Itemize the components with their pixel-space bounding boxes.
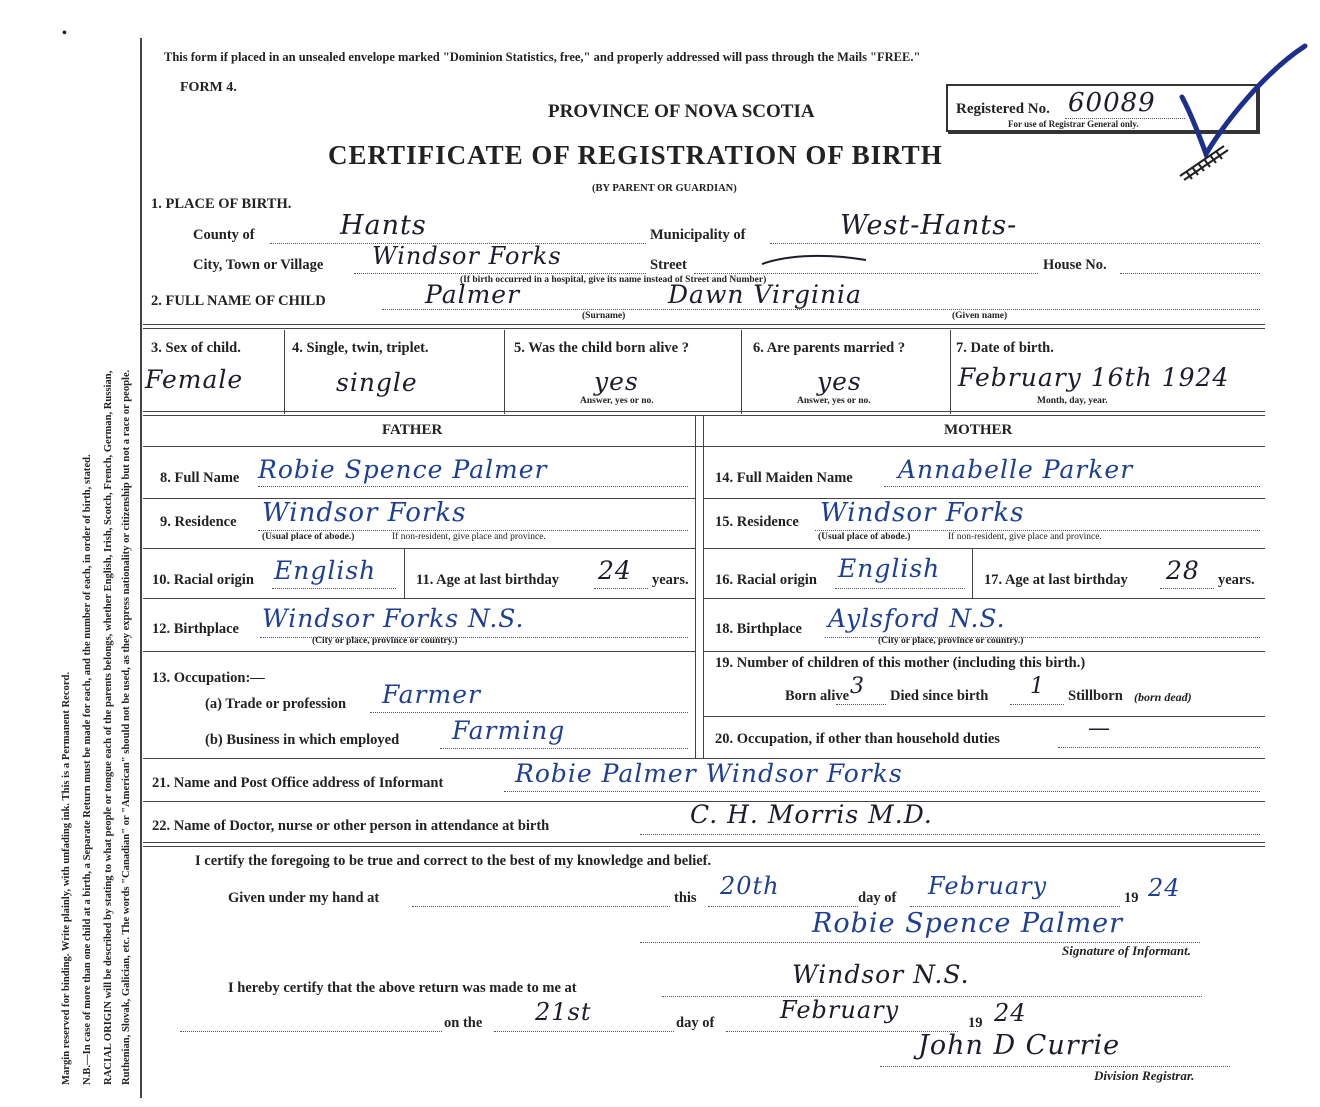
parents-center-divider-b (703, 416, 704, 758)
row3-divider-c (741, 330, 742, 414)
registered-note: For use of Registrar General only. (1008, 119, 1139, 129)
born-alive-count-value: 3 (850, 674, 865, 699)
registered-value: 60089 (1068, 88, 1156, 118)
registrar-signature-line (880, 1066, 1230, 1067)
mother-occupation-value: — (1088, 716, 1111, 741)
hospital-note: (If birth occurred in a hospital, give its name instead of Street and Number) (460, 275, 767, 285)
divider-1 (143, 324, 1265, 329)
municipality-label: Municipality of (650, 227, 746, 243)
municipality-line (770, 243, 1260, 244)
place-of-birth-label: 1. PLACE OF BIRTH. (151, 196, 292, 212)
father-trade-label: (a) Trade or profession (205, 696, 347, 712)
date-of-birth-caption: Month, day, year. (1037, 396, 1108, 406)
cert-year-value: 24 (1148, 874, 1181, 902)
died-since-birth-value: 1 (1030, 674, 1045, 699)
father-age-line (594, 588, 648, 589)
born-alive-caption: Answer, yes or no. (580, 396, 654, 406)
plurality-value: single (336, 368, 418, 397)
born-alive-value: yes (594, 367, 639, 396)
registrar-place-line (662, 996, 1202, 997)
given-under-label: Given under my hand at (228, 890, 380, 906)
father-heading: FATHER (382, 422, 443, 438)
mother-years-label: years. (1218, 572, 1255, 588)
doctor-value: C. H. Morris M.D. (690, 800, 933, 829)
mother-birthplace-caption: (City or place, province or country.) (878, 636, 1024, 646)
cert-this-label: this (674, 890, 697, 906)
father-trade-value: Farmer (382, 680, 481, 709)
mother-residence-value: Windsor Forks (820, 498, 1025, 528)
stillborn-label: Stillborn (1068, 688, 1123, 704)
stamp-mark-icon (1176, 138, 1230, 182)
father-residence-caption-a: (Usual place of abode.) (262, 532, 355, 542)
plurality-label: 4. Single, twin, triplet. (292, 340, 429, 356)
registrar-year-value: 24 (994, 999, 1027, 1027)
registrar-day-line (494, 1031, 674, 1032)
father-residence-line (258, 530, 688, 531)
mother-residence-caption-b: If non-resident, give place and province. (948, 532, 1102, 542)
doctor-line (640, 834, 1260, 835)
mother-residence-caption-a: (Usual place of abode.) (818, 532, 911, 542)
cert-month-value: February (928, 872, 1048, 900)
street-label: Street (650, 257, 687, 273)
registered-label: Registered No. (956, 101, 1050, 117)
father-age-label: 11. Age at last birthday (416, 572, 559, 588)
father-name-line (258, 486, 688, 487)
certificate-title: CERTIFICATE OF REGISTRATION OF BIRTH (328, 140, 943, 170)
stillborn-note: (born dead) (1134, 690, 1192, 704)
city-label: City, Town or Village (193, 257, 324, 273)
sex-label: 3. Sex of child. (151, 340, 241, 356)
registrar-leading-line (180, 1031, 442, 1032)
father-birthplace-value: Windsor Forks N.S. (262, 604, 525, 633)
father-racial-divider (404, 548, 405, 598)
mother-residence-label: 15. Residence (715, 514, 799, 530)
row3-divider-a (284, 330, 285, 414)
mother-row-rule-5 (703, 716, 1265, 717)
postal-note: This form if placed in an unsealed envelope marked "Dominion Statistics, free," and properly addressed will pass through the Mails "FREE." (164, 50, 921, 64)
registrar-signature-caption: Division Registrar. (1094, 1068, 1195, 1083)
registrar-month-value: February (780, 996, 900, 1024)
cert-day-value: 20th (720, 872, 780, 900)
house-number-line (1120, 273, 1260, 274)
father-name-value: Robie Spence Palmer (258, 455, 548, 484)
registrar-statement: I hereby certify that the above return was made to me at (228, 980, 577, 996)
registrar-place-value: Windsor N.S. (792, 960, 970, 989)
certification-statement: I certify the foregoing to be true and correct to the best of my knowledge and belief. (195, 853, 712, 869)
mother-row-rule-3 (703, 598, 1265, 599)
informant-signature-caption: Signature of Informant. (1062, 943, 1191, 958)
side-note-1: Margin reserved for binding. Write plainly, with unfading ink. This is a Permanent Record. (61, 671, 72, 1085)
father-residence-label: 9. Residence (160, 514, 237, 530)
mother-age-label: 17. Age at last birthday (984, 572, 1128, 588)
parents-married-value: yes (817, 367, 862, 396)
certificate-subtitle: (BY PARENT OR GUARDIAN) (592, 183, 737, 194)
row3-divider-d (950, 330, 951, 414)
mother-occupation-line (1058, 747, 1260, 748)
mother-name-label: 14. Full Maiden Name (715, 470, 853, 486)
born-alive-count-label: Born alive (785, 688, 850, 704)
mother-row-rule-2 (703, 548, 1265, 549)
cert-year-prefix: 19 (1124, 890, 1139, 906)
died-since-birth-line (1010, 704, 1064, 705)
mother-birthplace-value: Aylsford N.S. (828, 604, 1006, 633)
mother-age-value: 28 (1166, 556, 1200, 585)
father-years-label: years. (652, 572, 689, 588)
street-line (694, 273, 1038, 274)
born-alive-label: 5. Was the child born alive ? (514, 340, 689, 356)
mother-racial-line (835, 588, 965, 589)
sex-value: Female (145, 365, 244, 394)
father-birthplace-caption: (City or place, province or country.) (312, 636, 458, 646)
house-number-label: House No. (1043, 257, 1107, 273)
divider-5 (143, 842, 1265, 847)
child-surname-value: Palmer (425, 280, 521, 309)
city-value: Windsor Forks (372, 242, 562, 270)
father-age-value: 24 (598, 556, 632, 585)
cert-day-of-label: day of (858, 890, 897, 906)
father-trade-line (370, 712, 688, 713)
parents-heading-rule (143, 446, 1265, 447)
parents-center-divider-a (695, 416, 696, 758)
parents-married-caption: Answer, yes or no. (797, 396, 871, 406)
surname-caption: (Surname) (582, 311, 626, 321)
mother-racial-divider (972, 548, 973, 598)
side-note-2: N.B.—In case of more than one child at a birth, a Separate Return must be made for each, and the number of each, in order of birth, stated. (82, 454, 93, 1085)
father-name-label: 8. Full Name (160, 470, 240, 486)
cert-day-line (708, 906, 858, 907)
registrar-signature: John D Currie (918, 1030, 1121, 1061)
side-note-3: RACIAL ORIGIN will be described by stating to what people or tongue each of the parents belongs, whether English, Irish, Scotch, French, German, Russian, (103, 370, 114, 1085)
mother-racial-label: 16. Racial origin (715, 572, 817, 588)
date-of-birth-label: 7. Date of birth. (956, 340, 1054, 356)
mother-name-line (884, 486, 1260, 487)
given-under-line (412, 906, 670, 907)
mother-heading: MOTHER (944, 422, 1013, 438)
informant-value: Robie Palmer Windsor Forks (515, 759, 903, 788)
mother-age-line (1160, 588, 1214, 589)
father-occupation-label: 13. Occupation:— (152, 670, 265, 686)
row3-divider-b (504, 330, 505, 414)
died-since-birth-label: Died since birth (890, 688, 989, 704)
registrar-year-prefix: 19 (968, 1015, 983, 1031)
street-dash-mark (760, 250, 870, 270)
father-business-label: (b) Business in which employed (205, 732, 400, 748)
children-count-label: 19. Number of children of this mother (including this birth.) (715, 655, 1086, 671)
mother-birthplace-label: 18. Birthplace (715, 621, 802, 637)
province-title: PROVINCE OF NOVA SCOTIA (548, 101, 815, 122)
born-alive-count-line (836, 704, 886, 705)
father-racial-value: English (274, 556, 377, 585)
child-given-value: Dawn Virginia (668, 280, 862, 309)
cert-month-line (910, 906, 1120, 907)
registrar-on-the-label: on the (444, 1015, 483, 1031)
informant-line (504, 791, 1260, 792)
father-birthplace-label: 12. Birthplace (152, 621, 239, 637)
mother-name-value: Annabelle Parker (898, 455, 1134, 484)
mother-row-rule-4 (703, 651, 1265, 652)
informant-label: 21. Name and Post Office address of Informant (152, 775, 444, 791)
child-name-label: 2. FULL NAME OF CHILD (151, 293, 326, 309)
father-business-value: Farming (452, 716, 566, 745)
informant-signature: Robie Spence Palmer (812, 908, 1124, 939)
father-row-rule-3 (143, 598, 695, 599)
municipality-value: West-Hants- (840, 210, 1018, 241)
binding-marks: • (62, 26, 67, 41)
county-value: Hants (340, 210, 427, 241)
doctor-label: 22. Name of Doctor, nurse or other person in attendance at birth (152, 818, 550, 834)
city-line (354, 273, 646, 274)
parents-married-label: 6. Are parents married ? (753, 340, 906, 356)
child-name-line (382, 309, 1260, 310)
mother-racial-value: English (838, 554, 941, 583)
registrar-day-of-label: day of (676, 1015, 715, 1031)
side-note-4: Ruthenian, Slovak, Galician, etc. The words "Canadian" or "American" should not be used, as they express nationality or citizenship but not a race or people. (121, 369, 132, 1085)
father-racial-label: 10. Racial origin (152, 572, 254, 588)
given-name-caption: (Given name) (952, 311, 1008, 321)
date-of-birth-value: February 16th 1924 (958, 363, 1230, 392)
father-row-rule-4 (143, 651, 695, 652)
form-number: FORM 4. (180, 80, 237, 95)
mother-occupation-label: 20. Occupation, if other than household duties (715, 731, 1000, 747)
father-residence-caption-b: If non-resident, give place and province. (392, 532, 546, 542)
father-business-line (440, 748, 688, 749)
mother-residence-line (815, 530, 1260, 531)
margin-rule (140, 38, 142, 1098)
divider-2 (143, 411, 1265, 416)
father-row-rule-2 (143, 548, 695, 549)
registrar-day-value: 21st (535, 998, 592, 1026)
father-residence-value: Windsor Forks (262, 498, 467, 528)
father-racial-line (272, 588, 396, 589)
county-label: County of (193, 227, 255, 243)
